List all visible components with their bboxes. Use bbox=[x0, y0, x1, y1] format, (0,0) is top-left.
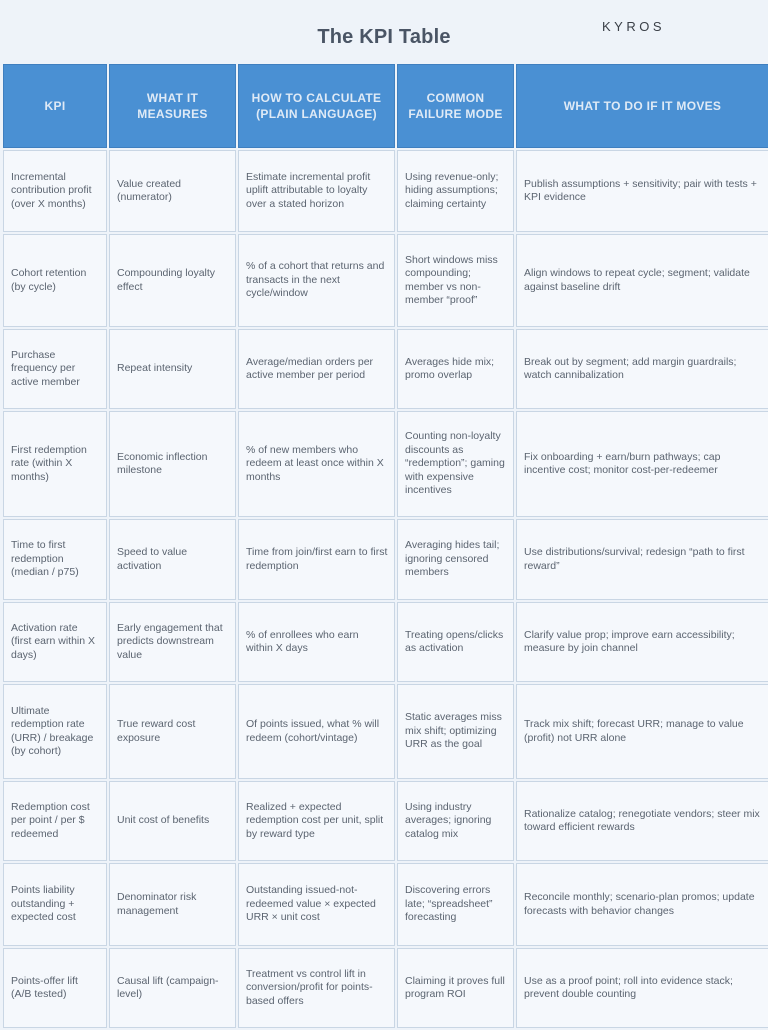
failure-cell: Averaging hides tail; ignoring censored members bbox=[397, 519, 514, 600]
measures-cell: Value created (numerator) bbox=[109, 150, 236, 232]
action-cell: Fix onboarding + earn/burn pathways; cap incentive cost; monitor cost-per-redeemer bbox=[516, 411, 768, 517]
kpi-table bbox=[1, 62, 768, 1030]
measures-cell: Causal lift (campaign-level) bbox=[109, 948, 236, 1028]
col-header-kpi: KPI bbox=[3, 64, 107, 148]
table-row bbox=[3, 234, 768, 327]
table-row bbox=[3, 863, 768, 946]
kpi-cell: Purchase frequency per active member bbox=[3, 329, 107, 409]
kpi-cell: First redemption rate (within X months) bbox=[3, 411, 107, 517]
table-row bbox=[3, 602, 768, 682]
failure-cell: Static averages miss mix shift; optimizing URR as the goal bbox=[397, 684, 514, 779]
table-row bbox=[3, 781, 768, 861]
table-row bbox=[3, 519, 768, 600]
action-cell: Track mix shift; forecast URR; manage to value (profit) not URR alone bbox=[516, 684, 768, 779]
calculate-cell: Realized + expected redemption cost per unit, split by reward type bbox=[238, 781, 395, 861]
measures-cell: True reward cost exposure bbox=[109, 684, 236, 779]
kpi-cell: Ultimate redemption rate (URR) / breakage (by cohort) bbox=[3, 684, 107, 779]
table-header-row bbox=[3, 64, 768, 148]
brand-logo: KYROS bbox=[602, 19, 666, 34]
table-row bbox=[3, 684, 768, 779]
col-header-what-to-do: WHAT TO DO IF IT MOVES bbox=[516, 64, 768, 148]
failure-cell: Claiming it proves full program ROI bbox=[397, 948, 514, 1028]
measures-cell: Economic inflection milestone bbox=[109, 411, 236, 517]
action-cell: Publish assumptions + sensitivity; pair with tests + KPI evidence bbox=[516, 150, 768, 232]
calculate-cell: Outstanding issued-not-redeemed value × expected URR × unit cost bbox=[238, 863, 395, 946]
action-cell: Align windows to repeat cycle; segment; validate against baseline drift bbox=[516, 234, 768, 327]
measures-cell: Repeat intensity bbox=[109, 329, 236, 409]
col-header-how-to-calculate: HOW TO CALCULATE (PLAIN LANGUAGE) bbox=[238, 64, 395, 148]
calculate-cell: Of points issued, what % will redeem (cohort/vintage) bbox=[238, 684, 395, 779]
measures-cell: Speed to value activation bbox=[109, 519, 236, 600]
failure-cell: Short windows miss compounding; member vs non-member “proof” bbox=[397, 234, 514, 327]
kpi-cell: Redemption cost per point / per $ redeemed bbox=[3, 781, 107, 861]
col-header-failure-mode: COMMON FAILURE MODE bbox=[397, 64, 514, 148]
failure-cell: Averages hide mix; promo overlap bbox=[397, 329, 514, 409]
kpi-cell: Cohort retention (by cycle) bbox=[3, 234, 107, 327]
table-row bbox=[3, 150, 768, 232]
failure-cell: Using industry averages; ignoring catalog mix bbox=[397, 781, 514, 861]
table-row bbox=[3, 948, 768, 1028]
action-cell: Break out by segment; add margin guardrails; watch cannibalization bbox=[516, 329, 768, 409]
action-cell: Use distributions/survival; redesign “path to first reward” bbox=[516, 519, 768, 600]
action-cell: Rationalize catalog; renegotiate vendors; steer mix toward efficient rewards bbox=[516, 781, 768, 861]
calculate-cell: Average/median orders per active member per period bbox=[238, 329, 395, 409]
calculate-cell: % of a cohort that returns and transacts in the next cycle/window bbox=[238, 234, 395, 327]
kpi-cell: Points-offer lift (A/B tested) bbox=[3, 948, 107, 1028]
kpi-cell: Time to first redemption (median / p75) bbox=[3, 519, 107, 600]
table-row bbox=[3, 411, 768, 517]
failure-cell: Counting non-loyalty discounts as “redemption”; gaming with expensive incentives bbox=[397, 411, 514, 517]
action-cell: Use as a proof point; roll into evidence stack; prevent double counting bbox=[516, 948, 768, 1028]
failure-cell: Treating opens/clicks as activation bbox=[397, 602, 514, 682]
measures-cell: Denominator risk management bbox=[109, 863, 236, 946]
calculate-cell: % of enrollees who earn within X days bbox=[238, 602, 395, 682]
measures-cell: Early engagement that predicts downstream value bbox=[109, 602, 236, 682]
measures-cell: Unit cost of benefits bbox=[109, 781, 236, 861]
calculate-cell: Time from join/first earn to first redemption bbox=[238, 519, 395, 600]
kpi-cell: Incremental contribution profit (over X months) bbox=[3, 150, 107, 232]
kpi-cell: Points liability outstanding + expected cost bbox=[3, 863, 107, 946]
measures-cell: Compounding loyalty effect bbox=[109, 234, 236, 327]
action-cell: Reconcile monthly; scenario-plan promos; update forecasts with behavior changes bbox=[516, 863, 768, 946]
calculate-cell: Treatment vs control lift in conversion/profit for points-based offers bbox=[238, 948, 395, 1028]
calculate-cell: % of new members who redeem at least once within X months bbox=[238, 411, 395, 517]
failure-cell: Discovering errors late; “spreadsheet” forecasting bbox=[397, 863, 514, 946]
col-header-what-it-measures: WHAT IT MEASURES bbox=[109, 64, 236, 148]
calculate-cell: Estimate incremental profit uplift attributable to loyalty over a stated horizon bbox=[238, 150, 395, 232]
action-cell: Clarify value prop; improve earn accessibility; measure by join channel bbox=[516, 602, 768, 682]
failure-cell: Using revenue-only; hiding assumptions; claiming certainty bbox=[397, 150, 514, 232]
kpi-cell: Activation rate (first earn within X days) bbox=[3, 602, 107, 682]
page-title: The KPI Table bbox=[317, 26, 451, 48]
table-row bbox=[3, 329, 768, 409]
